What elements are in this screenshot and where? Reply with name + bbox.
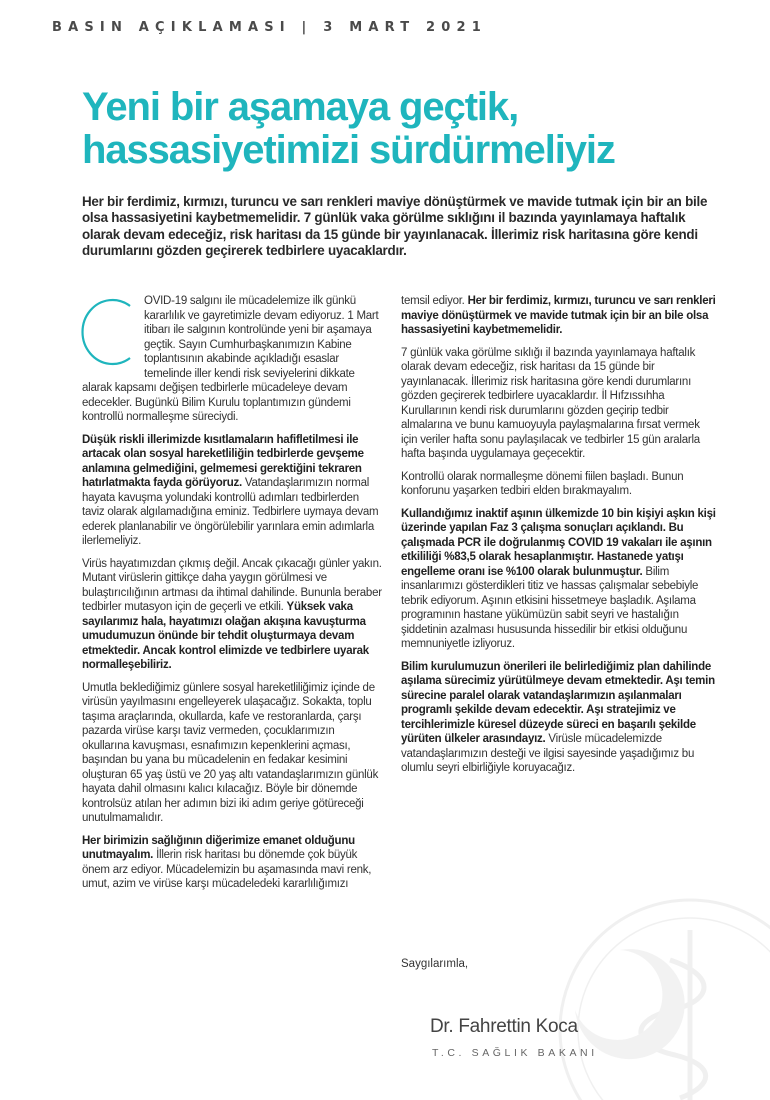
right-paragraph-5-text: Virüsle mücadelemizde vatandaşlarımızın desteği ve ilgisi sayesinde yaşadığımız bu olumlu seyri elbirliğiyle koruyacağız.: [401, 733, 695, 774]
right-paragraph-1: [401, 294, 717, 338]
left-paragraph-2: [82, 433, 382, 549]
right-paragraph-4-bold: Kullandığımız inaktif aşının ülkemizde 10 bin kişiyi aşkın kişi üzerinde yapılan Faz 3 çalışma sonuçları açıklandı. Bu çalışmada PCR ile doğrulanmış COVID 19 vakaları ile aşının etkililiği %83,5 olarak hesaplanmıştır. Hastanede yatışı engelleme oranı ise %100 olarak bulunmuştur.: [401, 507, 716, 578]
left-paragraph-4: Umutla beklediğimiz günlere sosyal hareketliliğimiz içinde de virüsün yayılmasını engelleyerek ulaşacağız. Sokakta, toplu taşıma araçlarında, okullarda, kafe ve restoranlarda, çarşı pazarda virüse karşı taviz vermeden, çocuklarımızın okullarına kavuşması, esnafımızın kepenklerini açması, başından bu yana bu mücadelenin en fedakar kesimini oluşturan 65 yaş üstü ve 20 yaş altı vatandaşlarımızın günlük hayata dahil olmasını kalıcı kılacağız. Böyle bir dönemde kontrolsüz atılan her adımın bizi iki adım geriye götüreceği unutulmamalıdır.: [82, 681, 379, 824]
title-line-1: Yeni bir aşamaya geçtik,: [82, 85, 519, 129]
signature-name: Dr. Fahrettin Koca: [430, 1016, 578, 1037]
left-paragraph-1: [82, 294, 382, 425]
title-line-2: hassasiyetimizi sürdürmeliyiz: [82, 128, 615, 172]
press-release-header: BASIN AÇIKLAMASI | 3 MART 2021: [52, 20, 487, 35]
left-paragraph-3-text: Virüs hayatımızdan çıkmış değil. Ancak çıkacağı günler yakın. Mutant virüslerin gittikçe daha yaygın görülmesi ve bulaştırıcılığının artması da ihtimal dahilinde. Bununla beraber tedbirler mutasyon için de geçerli ve etkili.: [82, 557, 382, 613]
right-paragraph-3: Kontrollü olarak normalleşme dönemi fiilen başladı. Bunun konforunu yaşarken tedbiri elden bırakmayalım.: [401, 470, 684, 497]
left-paragraph-3-bold: Yüksek vaka sayılarımız hala, hayatımızı olağan akışına kavuşturma umudumuzun önünde bir tehdit oluşturmaya devam etmektedir. Ancak kontrol elimizde ve tedbirlere uyarak normalleşebiliriz.: [82, 601, 369, 671]
right-paragraph-4-text: Bilim insanlarımızı gösterdikleri titiz ve hassas çalışmalar sebebiyle tebrik ediyorum. Aşının etkisini hissetmeye başladık. Aşılama programının hastane yükümüzün sabit seyri ve hastalığın şiddetinin azalması hususunda hissedilir bir etkisi olduğunu memnuniyetle izliyoruz.: [401, 565, 699, 650]
right-paragraph-4: [401, 507, 717, 652]
right-paragraph-5: [401, 660, 717, 776]
right-paragraph-2: 7 günlük vaka görülme sıklığı il bazında yayınlamaya haftalık olarak devam edeceğiz, risk haritası da 15 günde bir yayınlanacak. İllerimiz risk haritasına göre kendi durumlarını gözden geçirerek tedbirlere uyacaklardır. İl Hıfzıssıhha Kurullarının kendi risk durumlarını gözden geçirip tedbir almalarına ve bunu kamuoyuyla paylaşmalarına fırsat vermek için veriler hafta sonu paylaşılacak ve tedbirler 15 gün aralarla hafta başında uygulamaya geçecektir.: [401, 346, 700, 460]
ministry-seal-watermark-icon: [500, 870, 770, 1100]
left-paragraph-3: [82, 557, 382, 673]
signature-title: T.C. SAĞLIK BAKANI: [432, 1047, 598, 1059]
right-paragraph-1-text: temsil ediyor.: [401, 295, 468, 307]
lead-paragraph: Her bir ferdimiz, kırmızı, turuncu ve sarı renkleri maviye dönüştürmek ve mavide tutmak için bir an bile olsa hassasiyetini kaybetmemelidir. 7 günlük vaka görülme sıklığını il bazında yayınlamaya haftalık olarak devam edeceğiz, risk haritası da 15 günde bir yayınlanacak. İllerimiz risk haritasına göre kendi durumlarını gözden geçirerek tedbirlere uyacaklardır.: [82, 194, 708, 259]
dropcap-c-icon: [78, 292, 138, 372]
left-paragraph-2-bold: Düşük riskli illerimizde kısıtlamaların hafifletilmesi ile artacak olan sosyal hareketliliğin tedbirlerde gevşeme anlamına gelmediğini, gelmemesi gerektiğini tekraren hatırlatmakta fayda görüyoruz.: [82, 433, 364, 489]
right-column: [401, 294, 717, 784]
page-title: [82, 86, 722, 172]
left-paragraph-5: [82, 834, 382, 892]
right-paragraph-1-bold: Her bir ferdimiz, kırmızı, turuncu ve sarı renkleri maviye dönüştürmek ve mavide tutmak için bir an bile olsa hassasiyetini kaybetmemelidir.: [401, 295, 716, 336]
left-paragraph-5-text: İllerin risk haritası bu dönemde çok büyük önem arz ediyor. Mücadelemizin bu aşamasında mavi renk, umut, azim ve virüse karşı mücadeledeki kararlılığımızı: [82, 849, 372, 890]
left-paragraph-5-bold: Her birimizin sağlığının diğerimize emanet olduğunu unutmayalım.: [82, 834, 355, 861]
left-paragraph-1-text: OVID-19 salgını ile mücadelemize ilk günkü kararlılık ve gayretimizle devam ediyoruz. 1 Mart itibarı ile salgının kontrolünde yeni bir aşamaya geçtik. Sayın Cumhurbaşkanımızın Kabine toplantısının akabinde açıkladığı esaslar temelinde iller kendi risk seviyelerini dikkate alarak kapsamı değişen tedbirlerle mücadeleye devam edecekler. Bugünkü Bilim Kurulu toplantımızın gündemi kontrollü normalleşme süreciydi.: [82, 295, 379, 423]
left-column: [82, 294, 382, 900]
left-paragraph-2-text: Vatandaşlarımızın normal hayata kavuşma yolundaki kontrollü adımları tedbirlerden taviz olarak algılamadığına eminiz. Tedbirlere uymaya devam ederek planlanabilir ve öngörülebilir yarınlara emin adımlarla ilerlemeliyiz.: [82, 477, 379, 547]
right-paragraph-5-bold: Bilim kurulumuzun önerileri ile belirlediğimiz plan dahilinde aşılama sürecimiz yürütülmeye devam etmektedir. Aşı temin sürecine paralel olarak vatandaşlarımızın aşılanmaları programlı şekilde devam edecektir. Aşı stratejimiz ve tercihlerimizle küresel düzeyde süreci en başarılı şekilde yürüten ülkeler arasındayız.: [401, 660, 715, 745]
closing-salutation: Saygılarımla,: [401, 958, 469, 970]
